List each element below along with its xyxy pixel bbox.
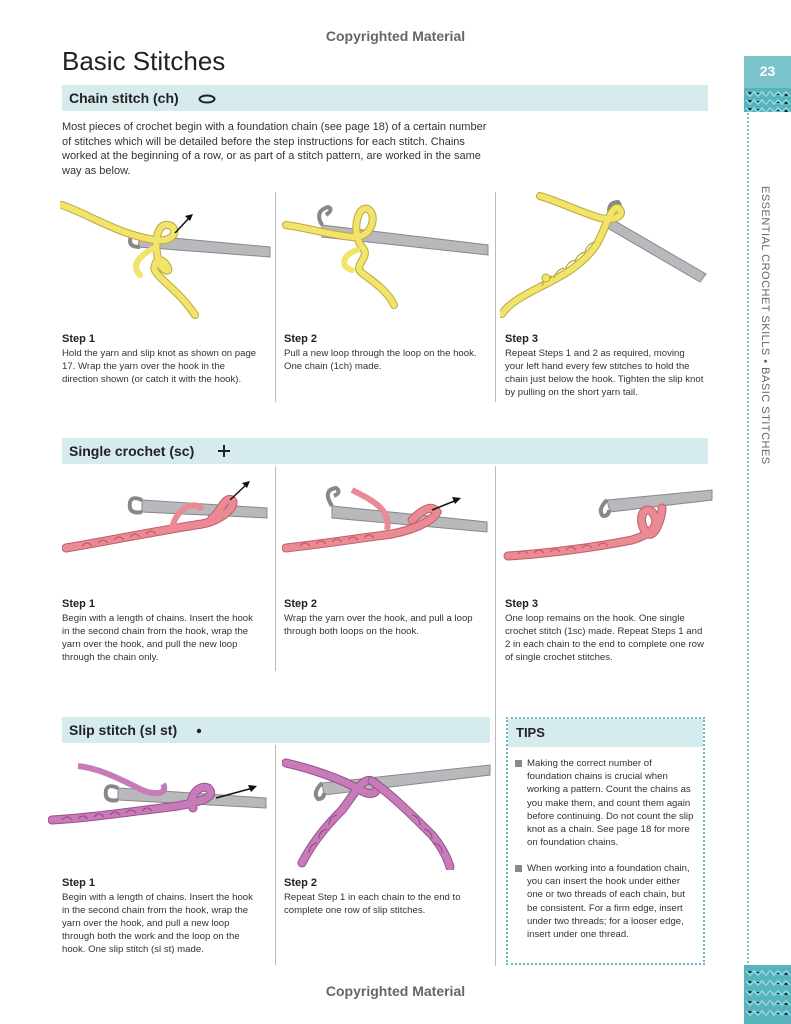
slip-step2-illustration [282,755,492,870]
copyright-bottom: Copyrighted Material [325,983,466,999]
knit-swatch-bottom [744,965,791,1024]
single-section-title: Single crochet (sc) [69,443,195,459]
divider [275,192,276,402]
step-text: Hold the yarn and slip knot as shown on page 17. Wrap the yarn over the hook in the direction shown (or catch it with the hook). [62,348,257,385]
page-title: Basic Stitches [62,46,226,76]
chain-step2-illustration [282,195,492,325]
divider [275,745,276,965]
tips-header [508,719,703,747]
tips-item [515,862,697,941]
slip-section-header [62,717,490,743]
step-title: Step 2 [284,333,318,345]
step-title: Step 1 [62,598,96,610]
divider [275,466,276,671]
single-section-header [62,438,708,464]
single-step3 [505,598,705,664]
single-step2 [284,598,484,638]
bullet-icon [515,865,522,872]
page-number: 23 [759,63,776,79]
slip-step1 [62,877,262,956]
step-text: Begin with a length of chains. Insert the hook in the second chain from the hook, wrap the yarn over the hook, and pull a new loop through both the work and the loop on the hook. One slip stitch (sl st) made. [62,892,253,955]
tips-title: TIPS [516,725,545,740]
page-number-tab [744,56,791,88]
step-title: Step 2 [284,598,318,610]
tips-item-text: When working into a foundation chain, you can insert the hook under either one or two threads of each chain, but be consistent. For a firm edge, insert under two threads; for a looser edge, insert under one thread. [527,863,690,941]
slip-step1-illustration [48,758,270,858]
single-step1-illustration [62,470,272,580]
step-title: Step 1 [62,333,96,345]
chain-step3 [505,333,705,399]
chain-section-header [62,85,708,111]
copyright-top: Copyrighted Material [325,28,466,44]
side-divider [747,88,749,963]
step-text: Begin with a length of chains. Insert the hook in the second chain from the hook, wrap the yarn over the hook, and pull the new loop through the chain only. [62,613,253,663]
chain-step1-illustration [60,195,272,325]
step-text: Repeat Steps 1 and 2 as required, moving your left hand every few stitches to hold the chain just below the hook. Tighten the slip knot by pulling on the short yarn tail. [505,348,704,398]
step-text: Repeat Step 1 in each chain to the end to complete one row of slip stitches. [284,892,461,916]
chain-symbol-icon [198,94,216,104]
tips-box [506,717,705,965]
slip-step2 [284,877,484,917]
knit-swatch-top [744,88,791,112]
step-text: One loop remains on the hook. One single crochet stitch (1sc) made. Repeat Steps 1 and 2 in each chain to the end to complete one row of single crochet stitches. [505,613,704,663]
tips-item-text: Making the correct number of foundation chains is crucial when working a pattern. Count the chains as you make them, and count them again before continuing. Do not count the slip knot as a chain. See page 18 for more on foundation chains. [527,758,694,849]
step-title: Step 3 [505,333,539,345]
step-title: Step 2 [284,877,318,889]
step-text: Wrap the yarn over the hook, and pull a loop through both loops on the hook. [284,613,473,637]
step-title: Step 3 [505,598,539,610]
chain-step3-illustration [500,192,710,322]
chain-intro: Most pieces of crochet begin with a foundation chain (see page 18) of a certain number of stitches which will be detailed before the step instructions for each stitch. Chains worked at the beginning of a row, or as part of a stitch pattern, are worked in the same way as below. [62,121,487,177]
step-text: Pull a new loop through the loop on the hook. One chain (1ch) made. [284,348,477,372]
step-title: Step 1 [62,877,96,889]
slip-section-title: Slip stitch (sl st) [69,722,178,738]
slip-stitch-symbol-icon [196,728,202,734]
chain-step1 [62,333,262,386]
chain-section-title: Chain stitch (ch) [69,90,179,106]
chain-step2 [284,333,484,373]
single-crochet-symbol-icon [217,444,231,458]
single-step1 [62,598,262,664]
divider [495,466,496,966]
single-step3-illustration [502,478,714,578]
divider [495,192,496,402]
tips-item [515,757,697,849]
single-step2-illustration [282,470,492,580]
side-heading: ESSENTIAL CROCHET SKILLS • BASIC STITCHES [759,186,771,465]
bullet-icon [515,760,522,767]
